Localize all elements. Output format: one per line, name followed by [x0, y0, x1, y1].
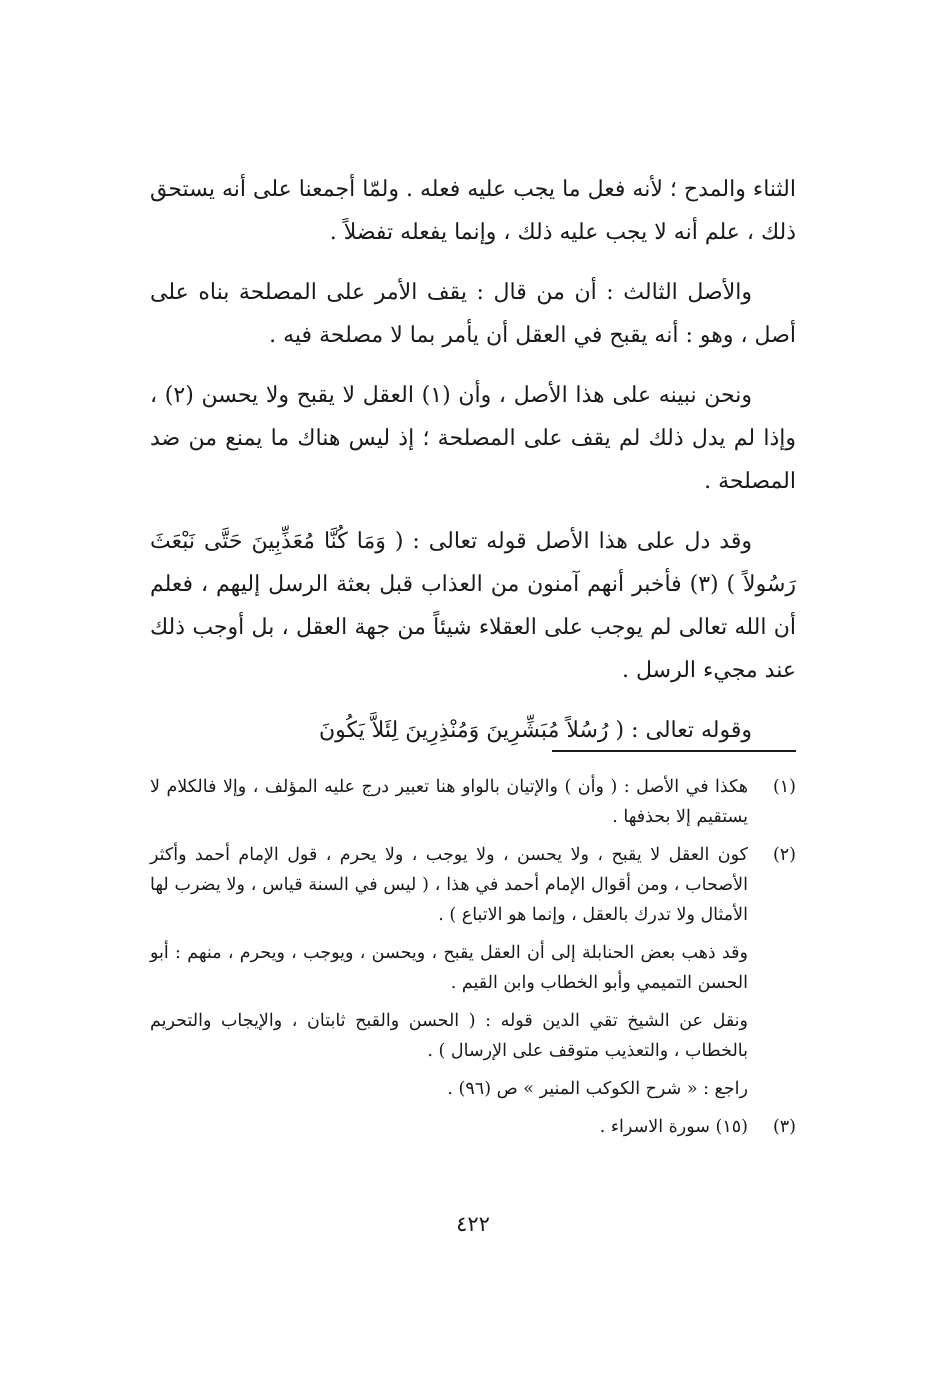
paragraph-2: والأصل الثالث : أن من قال : يقف الأمر على المصلحة بناه على أصل ، وهو : أنه يقبح في العقل أن يأمر بما لا مصلحة فيه .	[150, 280, 796, 348]
paragraph-4: وقد دل على هذا الأصل قوله تعالى : ( وَمَا كُنَّا مُعَذِّبِينَ حَتَّى نَبْعَثَ رَسُولاً ) (٣) فأخبر أنهم آمنون من العذاب قبل بعثة الرسل إليهم ، فعلم أن الله تعالى لم يوجب على العقلاء شيئاً من جهة العقل ، بل أوجب ذلك عند مجيء الرسل .	[150, 529, 797, 683]
footnote-text: هكذا في الأصل : ( وأن ) والإتيان بالواو هنا تعبير درج عليه المؤلف ، وإلا فالكلام لا يستقيم إلا بحذفها .	[150, 777, 748, 827]
paragraph-5: وقوله تعالى : ( رُسُلاً مُبَشِّرِينَ وَمُنْذِرِينَ لِئَلاَّ يَكُونَ	[318, 718, 752, 743]
main-text	[150, 168, 796, 769]
footnote-number: (١)	[772, 777, 796, 797]
footnote-number: (٣)	[772, 1117, 796, 1137]
footnote-3	[150, 1112, 796, 1142]
footnote-divider	[552, 750, 796, 752]
footnote-1	[150, 772, 796, 832]
footnote-2	[150, 840, 796, 1104]
page-number: ٤٢٢	[456, 1212, 490, 1236]
footnote-reference: راجع : « شرح الكوكب المنير » ص (٩٦) .	[447, 1079, 748, 1099]
paragraph-1: الثناء والمدح ؛ لأنه فعل ما يجب عليه فعله . ولمّا أجمعنا على أنه يستحق ذلك ، علم أنه لا يجب عليه ذلك ، وإنما يفعله تفضلاً .	[150, 177, 796, 245]
footnote-text: ونقل عن الشيخ تقي الدين قوله : ( الحسن والقبح ثابتان ، والإيجاب والتحريم بالخطاب ، والتعذيب متوقف على الإرسال ) .	[150, 1011, 748, 1061]
footnote-text: (١٥) سورة الاسراء .	[599, 1117, 748, 1137]
footnote-number: (٢)	[772, 845, 796, 865]
footnote-text: وقد ذهب بعض الحنابلة إلى أن العقل يقبح ، ويحسن ، ويوجب ، ويحرم ، منهم : أبو الحسن التميمي وأبو الخطاب وابن القيم .	[150, 943, 748, 993]
footnotes	[150, 772, 796, 1150]
footnote-text: كون العقل لا يقبح ، ولا يحسن ، ولا يوجب ، ولا يحرم ، قول الإمام أحمد وأكثر الأصحاب ، ومن أقوال الإمام أحمد في هذا ، ( ليس في السنة قياس ، ولا يضرب لها الأمثال ولا تدرك بالعقل ، وإنما هو الاتباع ) .	[150, 845, 748, 925]
paragraph-3: ونحن نبينه على هذا الأصل ، وأن (١) العقل لا يقبح ولا يحسن (٢) ، وإذا لم يدل ذلك لم يقف على المصلحة ؛ إذ ليس هناك ما يمنع من ضد المصلحة .	[150, 383, 796, 494]
